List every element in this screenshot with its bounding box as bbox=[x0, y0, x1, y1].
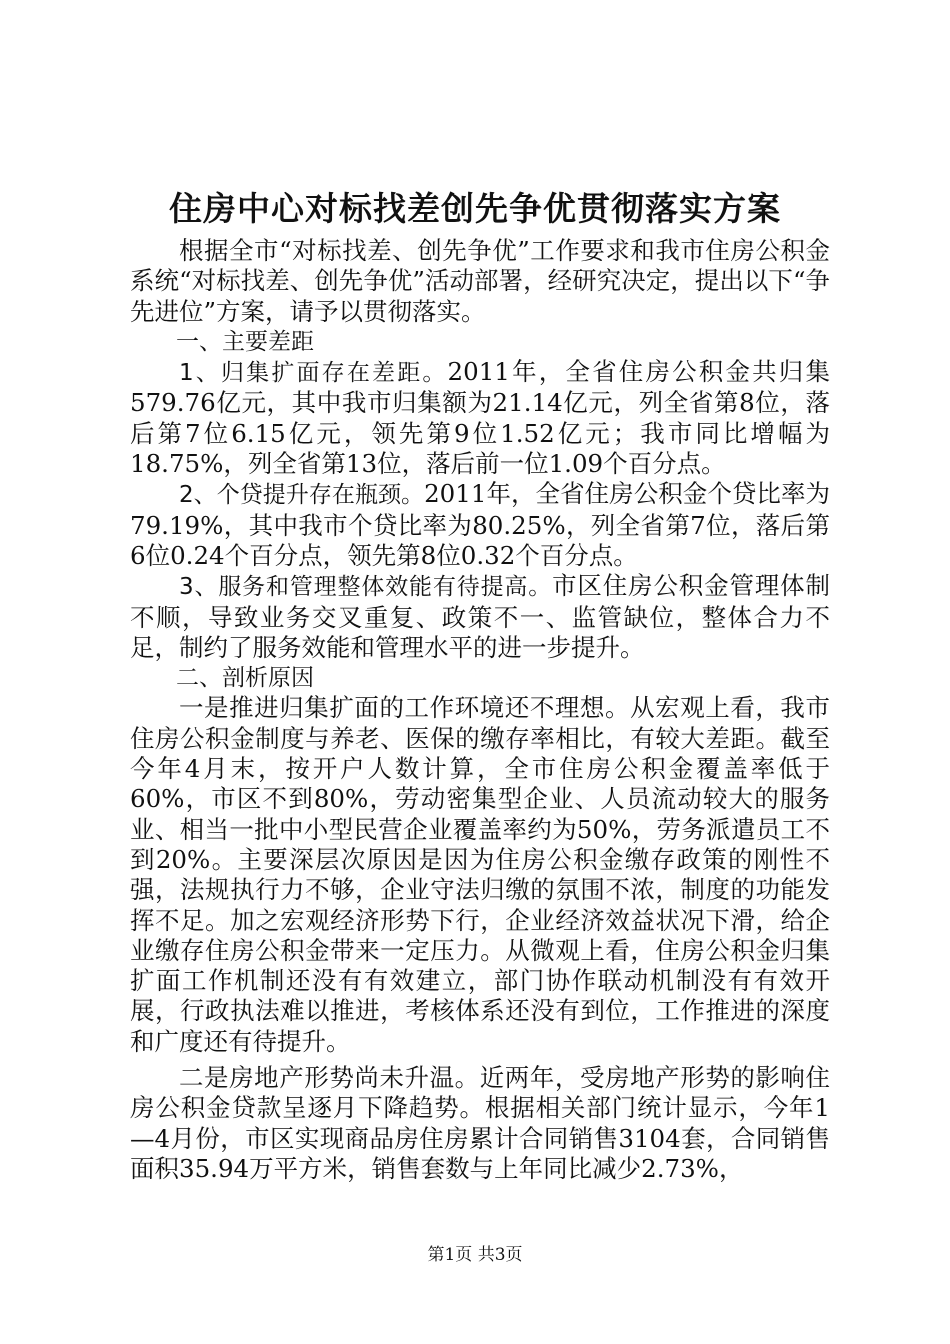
page-footer: 第1页 共3页 bbox=[427, 1245, 523, 1265]
gap-item-1 bbox=[130, 357, 830, 479]
gap-item-2-text: 2011年，全省住房公积金个贷比率为79.19%，其中我市个贷比率为80.25%，列全省第7位，落后第6位0.24个百分点，领先第8位0.32个百分点。 bbox=[130, 479, 830, 570]
document-title: 住房中心对标找差创先争优贯彻落实方案 bbox=[169, 189, 781, 228]
gap-item-1-lead: 1、归集扩面存在差距。 bbox=[179, 360, 448, 387]
section-heading-gaps: 一、主要差距 bbox=[176, 328, 314, 355]
gap-item-3-text: 市区住房公积金管理体制不顺，导致业务交叉重复、政策不一、监管缺位，整体合力不足，制约了服务效能和管理水平的进一步提升。 bbox=[130, 571, 831, 662]
gap-item-3 bbox=[130, 571, 830, 663]
gap-item-1-text: 2011年，全省住房公积金共归集579.76亿元，其中我市归集额为21.14亿元，列全省第8位，落后第7位6.15亿元，领先第9位1.52亿元；我市同比增幅为18.75%，列全省第13位，落后前一位1.09个百分点。 bbox=[130, 357, 830, 479]
gap-item-2-lead: 2、个贷提升存在瓶颈。 bbox=[179, 482, 425, 509]
gap-item-2 bbox=[130, 479, 830, 571]
gap-item-3-lead: 3、服务和管理整体效能有待提高。 bbox=[179, 574, 553, 601]
cause-paragraph-2: 二是房地产形势尚未升温。近两年，受房地产形势的影响住房公积金贷款呈逐月下降趋势。根据相关部门统计显示，今年1—4月份，市区实现商品房住房累计合同销售3104套，合同销售面积35.94万平方米，销售套数与上年同比减少2.73%， bbox=[130, 1063, 830, 1183]
section-heading-causes: 二、剖析原因 bbox=[176, 665, 314, 692]
intro-paragraph: 根据全市“对标找差、创先争优”工作要求和我市住房公积金系统“对标找差、创先争优”活动部署，经研究决定，提出以下“争先进位”方案，请予以贯彻落实。 bbox=[130, 236, 830, 326]
cause-paragraph-1: 一是推进归集扩面的工作环境还不理想。从宏观上看，我市住房公积金制度与养老、医保的缴存率相比，有较大差距。截至今年4月末，按开户人数计算，全市住房公积金覆盖率低于60%，市区不到80%，劳动密集型企业、人员流动较大的服务业、相当一批中小型民营企业覆盖率约为50%，劳务派遣员工不到20%。主要深层次原因是因为住房公积金缴存政策的刚性不强，法规执行力不够，企业守法归缴的氛围不浓，制度的功能发挥不足。加之宏观经济形势下行，企业经济效益状况下滑，给企业缴存住房公积金带来一定压力。从微观上看，住房公积金归集扩面工作机制还没有有效建立，部门协作联动机制没有有效开展，行政执法难以推进，考核体系还没有到位，工作推进的深度和广度还有待提升。 bbox=[130, 693, 830, 1056]
document-body bbox=[130, 236, 830, 1184]
